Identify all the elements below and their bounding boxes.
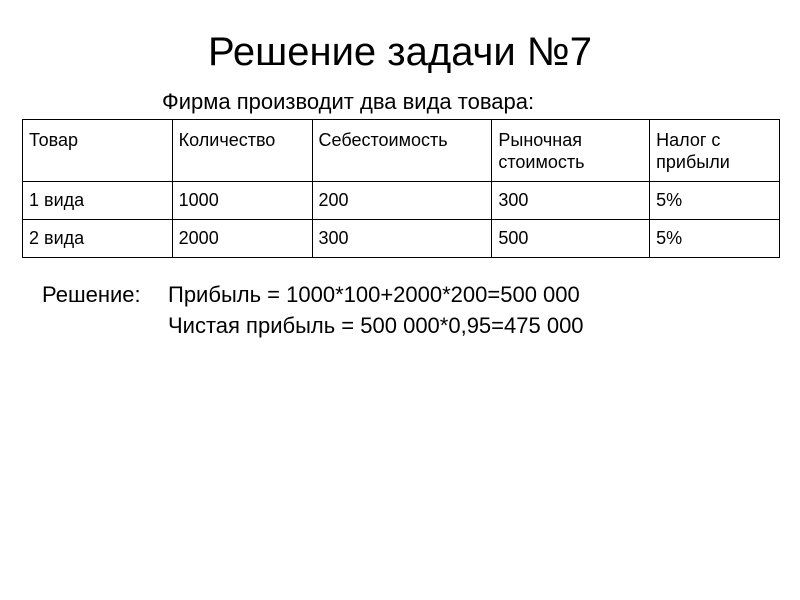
- table-cell: 2000: [172, 220, 312, 258]
- header-cell-cost: Себестоимость: [312, 120, 492, 182]
- table-cell: 300: [492, 182, 650, 220]
- table-cell: 1000: [172, 182, 312, 220]
- slide-subtitle: Фирма производит два вида товара:: [162, 89, 535, 114]
- table-header-row: [23, 120, 780, 182]
- table-cell: 5%: [650, 182, 780, 220]
- header-cell-market-value: Рыночная стоимость: [492, 120, 650, 182]
- table-cell: 2 вида: [23, 220, 173, 258]
- slide-title: Решение задачи №7: [207, 30, 593, 74]
- solution-profit-line: Прибыль = 1000*100+2000*200=500 000: [168, 282, 580, 307]
- table-row: [23, 182, 780, 220]
- header-cell-goods: Товар: [23, 120, 173, 182]
- table-cell: 1 вида: [23, 182, 173, 220]
- table-cell: 500: [492, 220, 650, 258]
- solution-net-profit-line: Чистая прибыль = 500 000*0,95=475 000: [168, 313, 584, 338]
- solution-label: Решение:: [42, 282, 141, 307]
- header-cell-quantity: Количество: [172, 120, 312, 182]
- table-cell: 200: [312, 182, 492, 220]
- table-cell: 5%: [650, 220, 780, 258]
- header-cell-profit-tax: Налог с прибыли: [650, 120, 780, 182]
- goods-table: [22, 119, 780, 258]
- table-row: [23, 220, 780, 258]
- table-cell: 300: [312, 220, 492, 258]
